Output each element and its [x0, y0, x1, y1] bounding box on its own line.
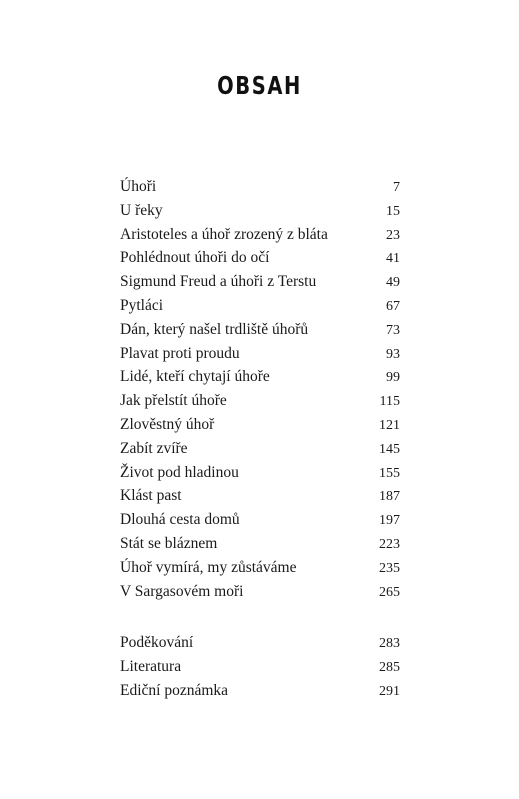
toc-row [120, 655, 400, 679]
toc-row [120, 532, 400, 556]
toc-entry-title: Pytláci [120, 296, 164, 314]
toc-row [120, 318, 400, 342]
toc-entry-page: 145 [379, 441, 400, 457]
toc-row [120, 484, 400, 508]
toc-entry-page: 291 [379, 683, 400, 699]
toc-row [120, 461, 400, 485]
toc-entry-title: Zlověstný úhoř [120, 415, 215, 433]
toc-entry-title: Plavat proti proudu [120, 344, 240, 362]
toc-row [120, 631, 400, 655]
toc-row [120, 175, 400, 199]
toc-row [120, 365, 400, 389]
toc-entry-page: 285 [379, 659, 400, 675]
toc-row [120, 270, 400, 294]
toc-entry-title: Aristoteles a úhoř zrozený z bláta [120, 225, 328, 243]
toc-row [120, 223, 400, 247]
toc-entry-title: Život pod hladinou [120, 463, 239, 481]
page-title: OBSAH [217, 71, 302, 100]
toc-row [120, 389, 400, 413]
toc-entry-page: 283 [379, 636, 400, 651]
toc-entry-page: 235 [379, 560, 400, 576]
toc-entry-page: 93 [386, 346, 400, 362]
toc-row [120, 437, 400, 461]
toc-entry-page: 121 [379, 417, 400, 433]
toc-entry-page: 187 [379, 489, 400, 505]
table-of-contents [120, 175, 400, 603]
toc-entry-title: Úhoři [120, 178, 157, 195]
toc-entry-page: 23 [386, 227, 400, 243]
toc-entry-page: 223 [379, 536, 400, 552]
toc-row [120, 294, 400, 318]
toc-entry-page: 115 [379, 394, 400, 410]
toc-entry-title: Ediční poznámka [120, 681, 229, 699]
toc-entry-page: 99 [386, 370, 400, 386]
toc-entry-title: Zabít zvíře [120, 439, 188, 457]
toc-entry-title: V Sargasovém moři [120, 582, 244, 600]
toc-row [120, 580, 400, 604]
back-matter-list [120, 631, 400, 702]
toc-entry-page: 67 [386, 298, 400, 314]
toc-entry-title: Sigmund Freud a úhoři z Terstu [120, 273, 317, 291]
toc-row [120, 246, 400, 270]
toc-entry-page: 197 [379, 513, 400, 529]
toc-entry-page: 265 [379, 584, 400, 600]
toc-entry-title: U řeky [120, 201, 163, 219]
toc-entry-page: 41 [386, 251, 400, 267]
toc-entry-page: 15 [386, 203, 400, 219]
toc-entry-title: Pohlédnout úhoři do očí [120, 249, 270, 267]
toc-entry-page: 49 [386, 275, 400, 291]
toc-entry-title: Klást past [120, 487, 182, 505]
toc-entry-title: Poděkování [120, 634, 194, 651]
toc-entry-title: Literatura [120, 657, 182, 675]
toc-row [120, 679, 400, 703]
toc-entry-title: Dán, který našel trdliště úhořů [120, 320, 309, 338]
toc-row [120, 556, 400, 580]
toc-entry-title: Stát se bláznem [120, 534, 218, 552]
toc-row [120, 199, 400, 223]
toc-row [120, 508, 400, 532]
toc-entry-title: Lidé, kteří chytají úhoře [120, 368, 270, 386]
toc-entry-page: 73 [386, 322, 400, 338]
toc-entry-page: 155 [379, 465, 400, 481]
toc-entry-title: Jak přelstít úhoře [120, 392, 227, 410]
toc-entry-title: Dlouhá cesta domů [120, 511, 240, 529]
toc-entry-title: Úhoř vymírá, my zůstáváme [120, 558, 297, 576]
toc-row [120, 413, 400, 437]
toc-entry-page: 7 [393, 180, 400, 195]
toc-row [120, 342, 400, 366]
